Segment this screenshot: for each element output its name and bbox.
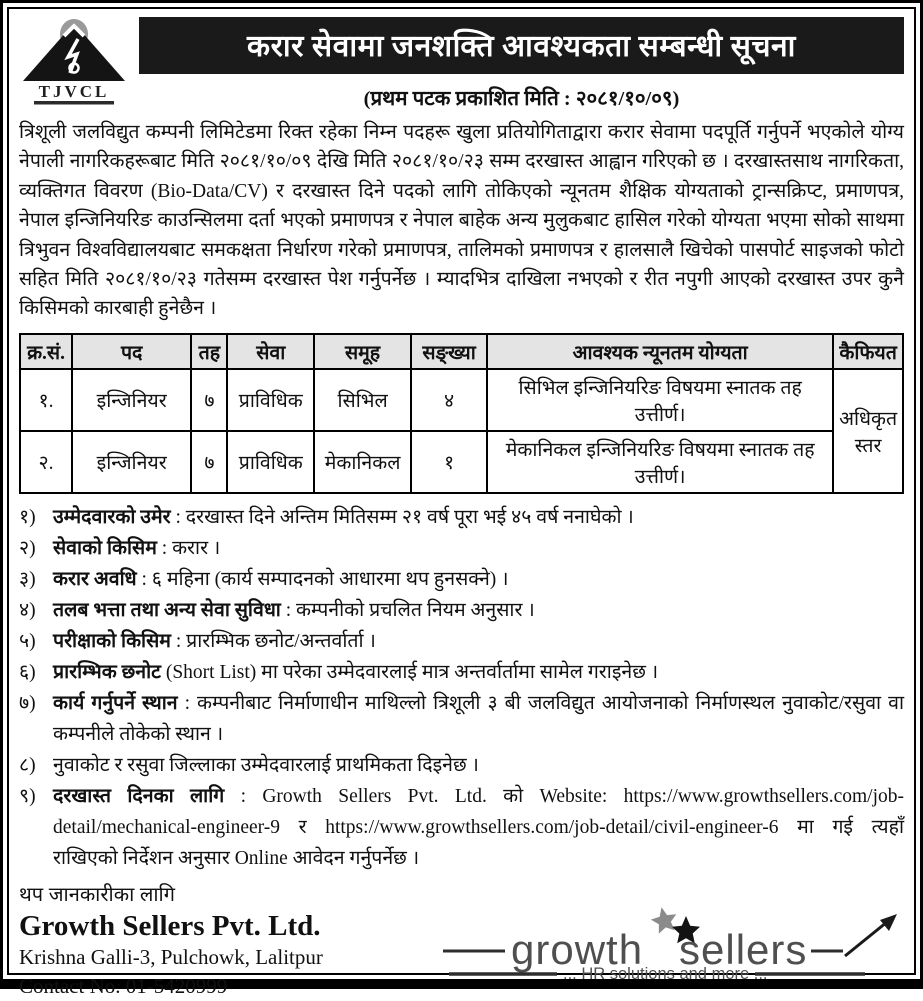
list-item — [19, 626, 904, 657]
mountain-logo-icon — [19, 17, 129, 109]
footer-contact-block — [19, 880, 439, 1001]
cell-group: मेकानिकल — [314, 431, 411, 493]
header — [19, 17, 904, 114]
col-header-level: तह — [191, 334, 227, 369]
cell-level: ७ — [191, 431, 227, 493]
item-label: करार अवधि — [53, 568, 137, 590]
item-label: दरखास्त दिनका लागि — [53, 785, 225, 807]
cell-group: सिभिल — [314, 369, 411, 431]
conditions-list — [19, 502, 904, 874]
company-name: Growth Sellers Pvt. Ltd. — [19, 909, 321, 942]
cell-qualification: सिभिल इन्जिनियरिङ विषयमा स्नातक तह उत्तीर्ण। — [487, 369, 833, 431]
notice-title: करार सेवामा जनशक्ति आवश्यकता सम्बन्धी सूचना — [139, 17, 904, 74]
table-row — [20, 369, 903, 431]
item-text: नुवाकोट र रसुवा जिल्लाका उम्मेदवारलाई प्राथमिकता दिइनेछ । — [53, 754, 479, 776]
list-item — [19, 502, 904, 533]
cell-level: ७ — [191, 369, 227, 431]
header-right — [139, 17, 904, 114]
col-header-sn: क्र.सं. — [20, 334, 72, 369]
item-text: : कम्पनीबाट निर्माणाधीन माथिल्लो त्रिशूली ३ बी जलविद्युत आयोजनाको निर्माणस्थल नुवाकोट/रसुवा वा कम्पनीले तोकेको स्थान । — [53, 692, 904, 745]
item-number: ९) — [19, 785, 36, 807]
item-text: : ६ महिना (कार्य सम्पादनको आधारमा थप हुनसक्ने) । — [136, 568, 509, 590]
list-item — [19, 533, 904, 564]
cell-count: १ — [411, 431, 487, 493]
item-number: १) — [19, 506, 36, 528]
cell-qualification: मेकानिकल इन्जिनियरिङ विषयमा स्नातक तह उत्तीर्ण। — [487, 431, 833, 493]
col-header-count: सङ्ख्या — [411, 334, 487, 369]
item-number: ५) — [19, 630, 36, 652]
arrow-icon — [845, 922, 887, 956]
item-number: ४) — [19, 599, 36, 621]
table-header-row — [20, 334, 903, 369]
cell-post: इन्जिनियर — [72, 431, 191, 493]
growth-sellers-logo — [439, 880, 909, 1001]
notice-inner-frame — [7, 7, 916, 998]
list-item — [19, 595, 904, 626]
list-item — [19, 781, 904, 874]
logo-tagline: ... HR solutions and more ... — [563, 965, 768, 984]
logo-word-growth: growth — [511, 926, 644, 974]
vacancy-table — [19, 333, 904, 494]
cell-remarks: अधिकृत स्तर — [833, 369, 903, 493]
item-text: : प्रारम्भिक छनोट/अन्तर्वार्ता । — [170, 630, 376, 652]
cell-post: इन्जिनियर — [72, 369, 191, 431]
item-number: २) — [19, 537, 36, 559]
item-label: सेवाको किसिम — [53, 537, 157, 559]
col-header-qualification: आवश्यक न्यूनतम योग्यता — [487, 334, 833, 369]
star-icon — [649, 905, 680, 935]
notice-body-paragraph: त्रिशूली जलविद्युत कम्पनी लिमिटेडमा रिक्त रहेका निम्न पदहरू खुला प्रतियोगिताद्वारा करार सेवामा पदपूर्ति गर्नुपर्ने भएकोले योग्य नेपाली नागरिकहरूबाट मिति २०८१/१०/०९ देखि मिति २०८१/१०/२३ सम्म दरखास्त आह्वान गरिएको छ । दरखास्तसाथ नागरिकता, व्यक्तिगत विवरण (Bio-Data/CV) र दरखास्त दिने पदको लागि तोकिएको न्यूनतम शैक्षिक योग्यताको ट्रान्सक्रिप्ट, प्रमाणपत्र, नेपाल इन्जिनियरिङ काउन्सिलमा दर्ता भएको प्रमाणपत्र र नेपाल बाहेक अन्य मुलुकबाट हासिल गरेको योग्यता भएमा सोको साथमा त्रिभुवन विश्वविद्यालयबाट समकक्षता निर्धारण गरेको प्रमाणपत्र, तालिमको प्रमाणपत्र र हालसालै खिचेको पासपोर्ट साइजको फोटो सहित मिति २०८१/१०/२३ गतेसम्म दरखास्त पेश गर्नुपर्नेछ । म्यादभित्र दाखिला नभएको र रीत नपुगी आएको दरखास्त उपर कुनै किसिमको कारबाही हुनेछैन । — [19, 122, 904, 320]
list-item — [19, 657, 904, 688]
company-contact: Contact No. 01-5420999 — [19, 973, 228, 998]
table-row — [20, 431, 903, 493]
col-header-group: समूह — [314, 334, 411, 369]
tjvcl-logo — [19, 17, 129, 114]
cell-count: ४ — [411, 369, 487, 431]
item-label: उम्मेदवारको उमेर — [53, 506, 171, 528]
col-header-post: पद — [72, 334, 191, 369]
arrowhead-icon — [880, 914, 897, 931]
col-header-service: सेवा — [227, 334, 314, 369]
item-number: ६) — [19, 661, 36, 683]
item-label: कार्य गर्नुपर्ने स्थान — [53, 692, 178, 714]
item-label: तलब भत्ता तथा अन्य सेवा सुविधा — [53, 599, 281, 621]
growth-sellers-logo-icon — [439, 894, 909, 986]
item-number: ३) — [19, 568, 36, 590]
item-number: ८) — [19, 754, 36, 776]
cell-service: प्राविधिक — [227, 431, 314, 493]
list-item — [19, 688, 904, 750]
cell-sn: १. — [20, 369, 72, 431]
item-text: : दरखास्त दिने अन्तिम मितिसम्म २१ वर्ष पूरा भई ४५ वर्ष ननाघेको । — [170, 506, 634, 528]
list-item — [19, 564, 904, 595]
publication-date: (प्रथम पटक प्रकाशित मिति : २०८१/१०/०९) — [363, 88, 680, 110]
item-number: ७) — [19, 692, 36, 714]
col-header-remarks: कैफियत — [833, 334, 903, 369]
item-text: (Short List) मा परेका उम्मेदवारलाई मात्र अन्तर्वार्तामा सामेल गराइनेछ । — [160, 661, 659, 683]
footer — [19, 880, 904, 1001]
company-address: Krishna Galli-3, Pulchowk, Lalitpur — [19, 944, 323, 969]
item-label: परीक्षाको किसिम — [53, 630, 171, 652]
cell-service: प्राविधिक — [227, 369, 314, 431]
list-item — [19, 750, 904, 781]
item-label: प्रारम्भिक छनोट — [53, 661, 161, 683]
item-text: : कम्पनीको प्रचलित नियम अनुसार । — [280, 599, 535, 621]
item-text: : Growth Sellers Pvt. Ltd. को Website: https://www.growthsellers.com/job-detail/mechanical-engineer-9 र https://www.growthsellers.com/job-detail/civil-engineer-6 मा गई त्यहाँ राखिएको निर्देशन अनुसार Online आवेदन गर्नुपर्नेछ । — [53, 785, 904, 869]
logo-word-sellers: sellers — [679, 926, 808, 974]
tjvcl-logo-text: TJVCL — [38, 82, 110, 101]
item-text: : करार । — [156, 537, 221, 559]
cell-sn: २. — [20, 431, 72, 493]
more-info-label: थप जानकारीका लागि — [19, 883, 175, 906]
